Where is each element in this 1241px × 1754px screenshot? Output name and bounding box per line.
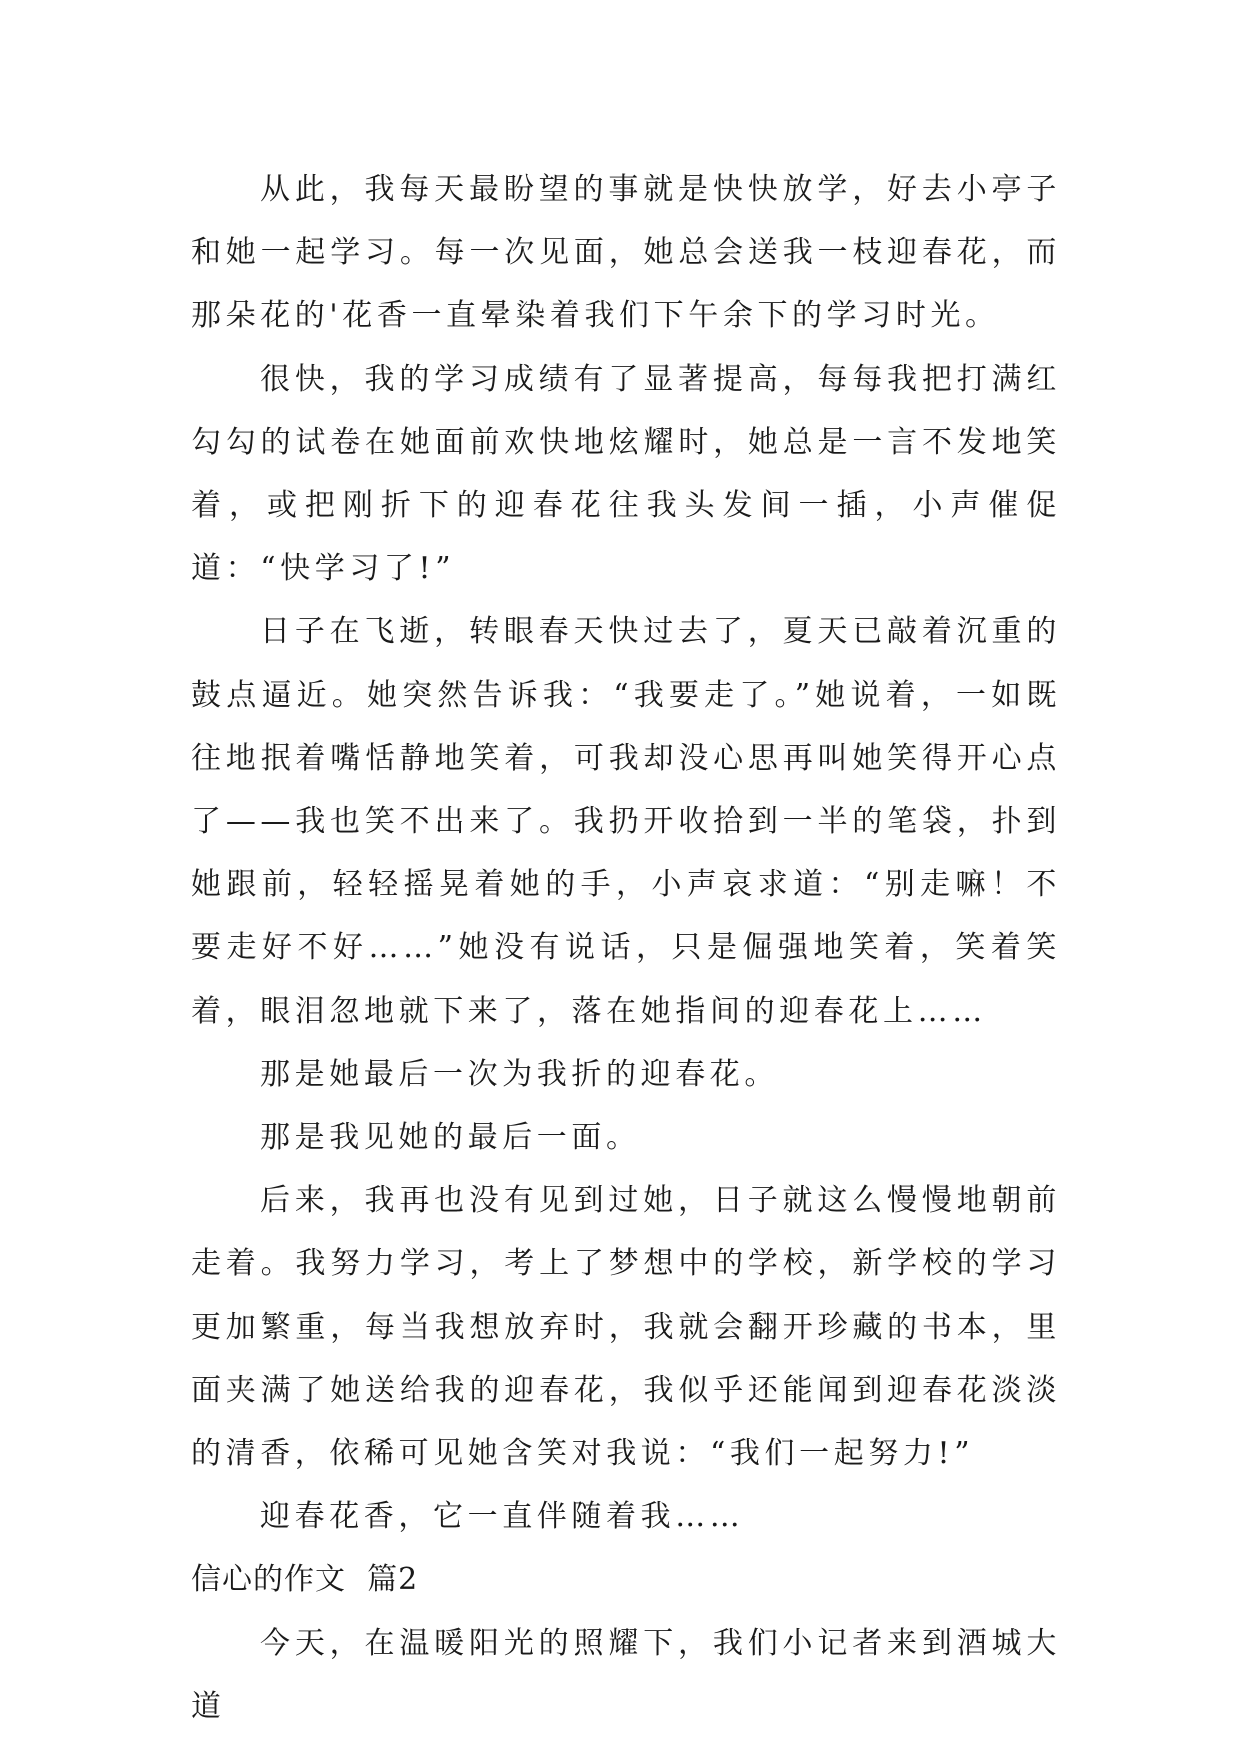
paragraph-1: 从此，我每天最盼望的事就是快快放学，好去小亭子和她一起学习。每一次见面，她总会送我一枝迎春花，而那朵花的'花香一直晕染着我们下午余下的学习时光。 xyxy=(191,172,1061,334)
paragraph-7: 迎春花香，它一直伴随着我…… xyxy=(260,1499,745,1535)
paragraph-4: 那是她最后一次为我折的迎春花。 xyxy=(260,1056,779,1092)
document-body xyxy=(191,158,1061,1738)
paragraph-2: 很快，我的学习成绩有了显著提高，每每我把打满红勾勾的试卷在她面前欢快地炫耀时，她总是一言不发地笑着，或把刚折下的迎春花往我头发间一插，小声催促道：“快学习了!” xyxy=(191,361,1061,587)
paragraph-6: 后来，我再也没有见到过她，日子就这么慢慢地朝前走着。我努力学习，考上了梦想中的学校，新学校的学习更加繁重，每当我想放弃时，我就会翻开珍藏的书本，里面夹满了她送给我的迎春花，我似乎还能闻到迎春花淡淡的清香，依稀可见她含笑对我说：“我们一起努力!” xyxy=(191,1183,1061,1472)
section-paragraph-1: 今天，在温暖阳光的照耀下，我们小记者来到酒城大道 xyxy=(191,1625,1061,1724)
paragraph-3: 日子在飞逝，转眼春天快过去了，夏天已敲着沉重的鼓点逼近。她突然告诉我：“我要走了。”她说着，一如既往地抿着嘴恬静地笑着，可我却没心思再叫她笑得开心点了——我也笑不出来了。我扔开收拾到一半的笔袋，扑到她跟前，轻轻摇晃着她的手，小声哀求道：“别走嘛！不要走好不好……”她没有说话，只是倔强地笑着，笑着笑着，眼泪忽地就下来了，落在她指间的迎春花上…… xyxy=(191,614,1061,1029)
paragraph-5: 那是我见她的最后一面。 xyxy=(260,1120,641,1156)
section-heading: 信心的作文 篇2 xyxy=(191,1562,419,1598)
